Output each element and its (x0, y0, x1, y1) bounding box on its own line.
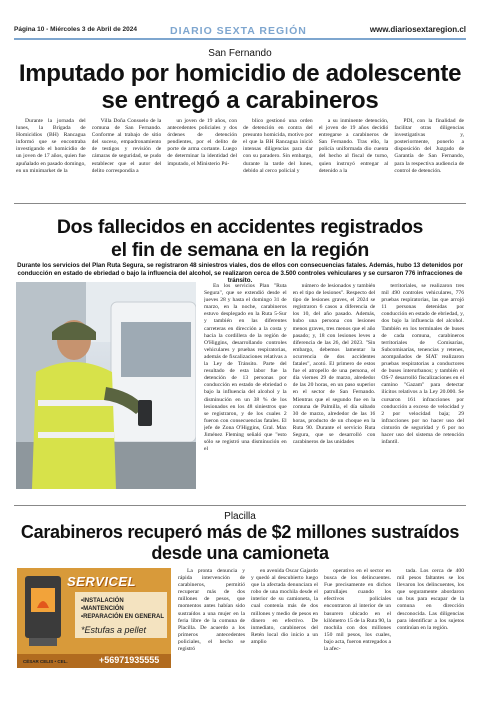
story1-headline (14, 60, 466, 114)
story2-col-2: número de lesionados y también en el tipo de lesiones". Respecto del tipo de lesiones graves, el 2024 se registraron 6 casos a diferencia de los 10, del año pasado. Además, hubo una persona con lesiones menos graves, tres menos que el año pasado; y, 18 con lesiones leves a diferencia de las 26, del 2023. "Sin embargo, debemos lamentar la ocurrencia de dos accidentes fatales", acotó. El primero de estos fue el atropello de una persona, el día viernes 29 de marzo, alrededor de las 20 horas, en un paso superior en el sector de San Fernando. Mientras que el segundo fue en la comuna de Palmilla, el día sábado 30 de marzo, alrededor de las 16 horas, producto de un choque en la Ruta 90. Durante el servicio Ruta Segura, que se desarrolló con carabineros de las unidades (292, 283, 376, 446)
officer-traffic-control-photo (16, 282, 196, 489)
photo-illustration (16, 282, 196, 489)
section-divider (14, 203, 466, 204)
servicel-advertisement (17, 568, 171, 668)
story3-headline-line2: desde una camioneta (151, 543, 329, 563)
story3-headline-line1: Carabineros recuperó más de $2 millones sustraídos (20, 522, 460, 542)
story2-headline-line1: Dos fallecidos en accidentes registrados (56, 216, 424, 238)
story2-body (204, 283, 464, 519)
story2-headline (14, 216, 466, 262)
story1-col-5: a su inminente detención, el joven de 19 años decidió entregarse a carabineros de San Fernando. Tras ello, la policía uniformada dio cuenta del hecho al fiscal de turno, quien instruyó entregar al detenido a la (318, 118, 389, 174)
ad-phone: +56971935555 (99, 655, 160, 665)
ad-service-item: •INSTALACIÓN (81, 598, 124, 604)
story2-headline-line2: el fin de semana en la región (111, 239, 369, 261)
story1-col-1: Durante la jornada del lunes, la Brigada de Homicidios (BH) Rancagua informó que se encontraba investigando el homicidio de un joven de 17 años, quien fue apuñalado en pasado domingo, en un minimarket de la (16, 118, 86, 174)
ad-service-item: •MANTENCIÓN (81, 606, 124, 612)
story3-col-1: La pronta denuncia y rápida intervención de carabineros, permitió recuperar más de dos millones de pesos, que momentos antes habían sido sustraídos a una mujer en la feria libre de la comuna de Placilla. De acuerdo a los primeros antecedentes policiales, el hecho se registró (178, 568, 245, 653)
story1-headline-line1: Imputado por homicidio de adolescente (18, 60, 462, 87)
ad-contact: CÉSAR CELIS • CEL. (23, 659, 68, 664)
story1-body (16, 118, 464, 190)
story1-kicker: San Fernando (208, 48, 272, 59)
ad-footer: *Estufas a pellet (81, 625, 147, 635)
story1-headline-line2: se entregó a carabineros (101, 87, 379, 114)
story2-col-3: territoriales, se realizaron tres mil 490 controles vehiculares, 776 pruebas respiratorias, las que arrojó 11 personas detenidas por conducción en estado de ebriedad, y, dos bajo la influencia del alcohol. También en los terminales de buses de cada comuna, carabineros territoriales de Comisarías, Subcomisarías, tenencias y retenes, acompañados de SIAT realizaron pruebas respiratorias a conductores de buses interurbanos; y también el OS-7 desarrolló fiscalizaciones en el camino "Gazam" para detectar ilícitos relativos a la Ley 20.000. Se cursaron 161 infracciones por conducción a exceso de velocidad y 2 por velocidad baja; 29 infracciones por no hacer uso del cinturón de seguridad y 6 por no hacer uso del sistema de retención infantil. (381, 283, 465, 446)
section-divider-2 (14, 505, 466, 506)
masthead (14, 24, 466, 38)
paper-name: DIARIO SEXTA REGIÓN (170, 25, 307, 37)
story1-col-3: un joven de 19 años, con antecedentes policiales y dos órdenes de detención pendientes, por el delito de porte de arma cortante. Luego de determinar la identidad del imputado, el Ministerio Pú- (167, 118, 238, 167)
website-link[interactable]: www.diariosextaregion.cl (369, 25, 466, 34)
story3-kicker: Placilla (224, 511, 256, 522)
story3-headline (14, 522, 466, 564)
story1-col-2: Villa Doña Consuelo de la comuna de San Fernando. Conforme al trabajo de sitio del suceso, empadronamiento de testigos y revisión de cámaras de seguridad, se pudo establecer que el autor del delito correspondía a (91, 118, 162, 174)
page-info: Página 10 - Miércoles 3 de Abril de 2024 (14, 26, 137, 33)
story1-col-6: PDI, con la finalidad de facilitar otras diligencias investigativas y, posteriormente, ponerlo a disposición del Juzgado de Garantía de San Fernando, para la respectiva audiencia de control de detención. (394, 118, 465, 174)
ad-service-item: •REPARACIÓN EN GENERAL (81, 614, 164, 620)
story3-col-2: en avenida Óscar Gajardo y quedó al descubierto luego que la afectada denunciara el robo de una mochila desde el interior de su camioneta, la cual contenía más de dos millones y medio de pesos en dinero en efectivo. De inmediato, carabineros del Retén local dio inicio a un amplio (251, 568, 318, 645)
masthead-rule (14, 38, 466, 40)
story3-body (178, 568, 464, 680)
ad-brand: SERVICEL (67, 574, 137, 589)
story1-col-4: blico gestionó una orden de detención en contra del presunto homicida, motivo por el que la BH Rancagua inició intensas diligencias para dar con su paradero. Sin embargo, durante la tarde del lunes, debido al cerco policial y (243, 118, 313, 174)
story2-col-1: En los servicios Plan "Ruta Segura", que se extendió desde el jueves 28 y hasta el domingo 31 de marzo, en la noche, carabineros estuvo desplegado en la Ruta 5-Sur y también en las diferentes carreteras en dirección a la costa y hacia la cordillera de la región de O'Higgins, desarrollando controles vehiculares y pruebas respiratorias, además de fiscalizaciones relativas a la Ley de Tránsito. Parte del resultado de esta labor fue la detención de 13 personas por conducción en estado de ebriedad o bajo la influencia del alcohol y la disminución en un 38 % de los lesionados en los 48 siniestros que se registraron, y de los cuales 2 fueron con consecuencias fatales. El jefe de Zona O'Higgins, Gral. Max Jiménez Fleming señaló que "esto sólo se registró una disminución en el (204, 283, 287, 453)
story3-col-4: tada. Los cerca de 400 mil pesos faltantes se los llevaron los delincuentes, los que seguramente abordaron un bus para escapar de la comuna en dirección desconocida. Las diligencias para identificar a los sujetos continúan en la región. (397, 568, 464, 631)
story3-col-3: operativo en el sector en busca de los delincuentes. Fue precisamente en dichos patrullajes cuando los efectivos policiales encontraron al interior de un basurero ubicado en el kilómetro 15 de la Ruta 90, la mochila con dos millones 150 mil pesos, los cuales, bajo acta, fueron entregados a la afec- (324, 568, 391, 653)
story2-lead: Durante los servicios del Plan Ruta Segura, se registraron 48 siniestros viales, dos de ellos con consecuencias fatales. Además, hubo 13 detenidos por conducción en estado de ebriedad o bajo la influencia del alcohol, se realizaron cerca de 3.500 controles vehiculares y se cursaron 776 infracciones de tránsito. (17, 262, 463, 285)
ad-services (81, 597, 164, 621)
